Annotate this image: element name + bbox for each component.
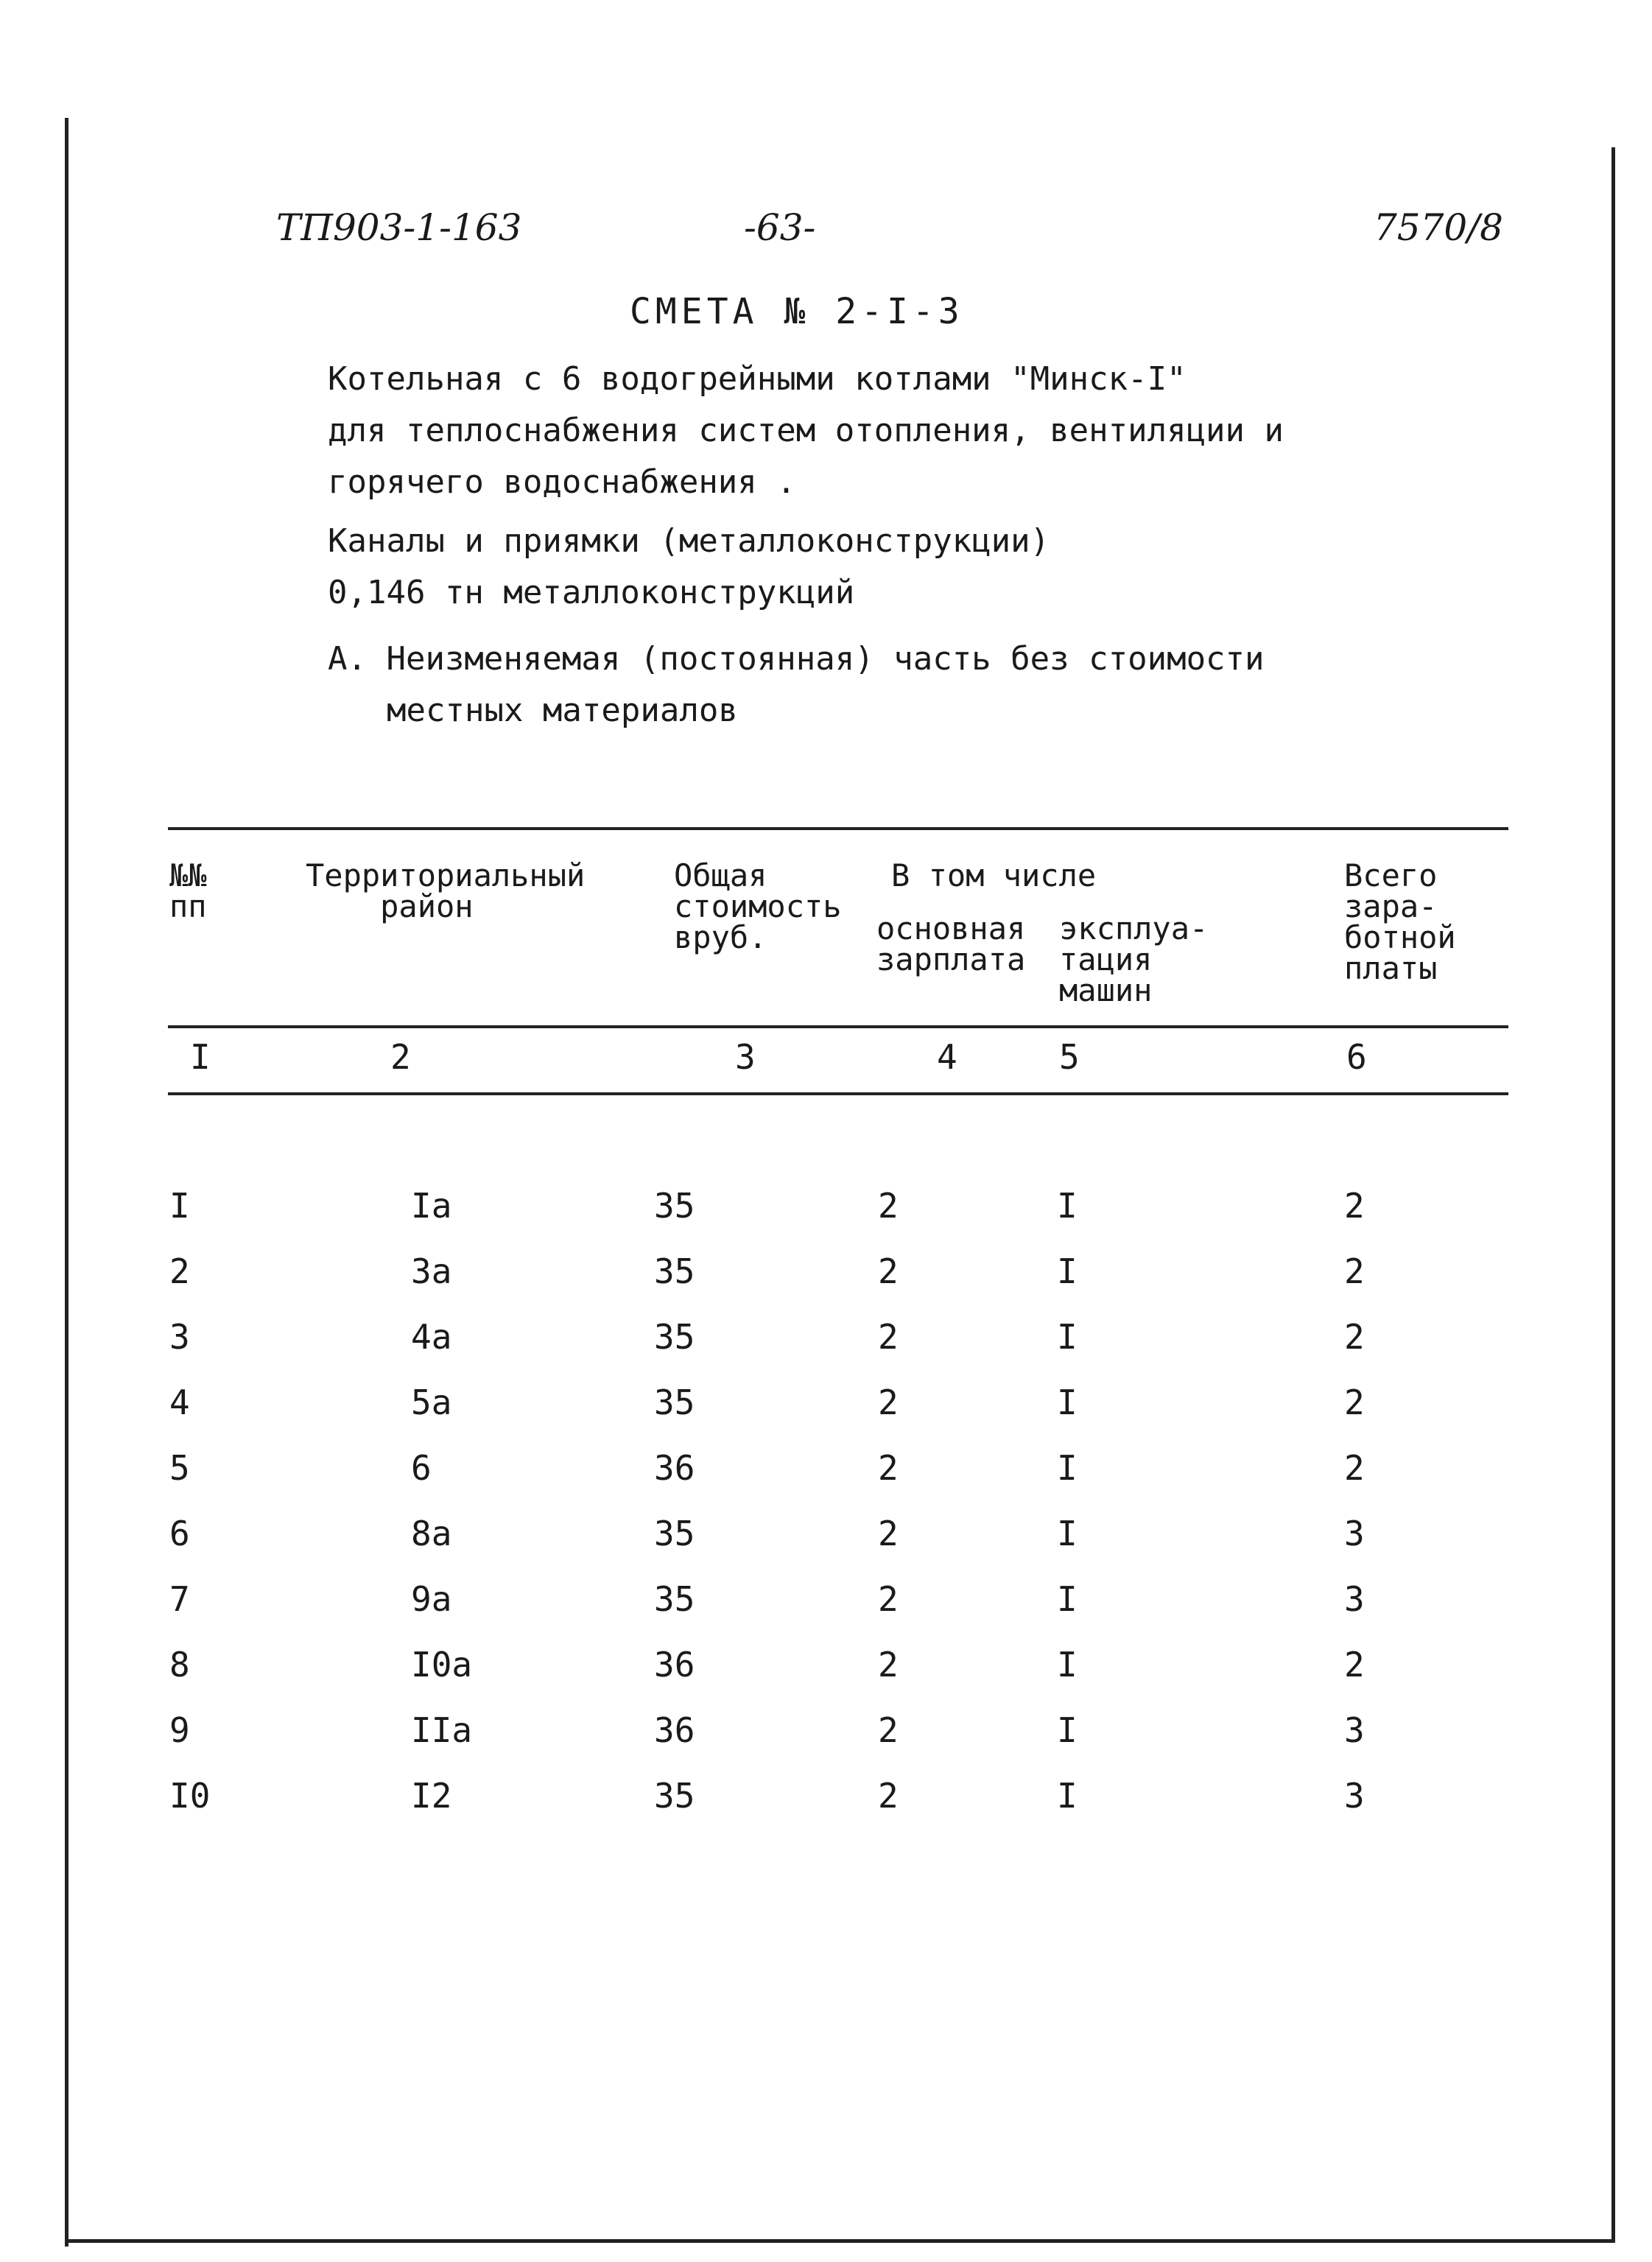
section-line: А. Неизменяемая (постоянная) часть без стоимости [328,640,1265,678]
header-row-number: №№ пп [169,857,207,924]
column-numbers-bottom-rule [168,1092,1508,1095]
header-total-wages: Всего зара- ботной платы [1344,857,1456,986]
description-line: для теплоснабжения систем отопления, вентиляции и [328,412,1284,449]
cell-total-cost: 35 [654,1317,695,1357]
document-code: ТП903-1-163 [276,206,522,249]
cell-total-wages: 3 [1344,1514,1365,1553]
cell-base-salary: 2 [878,1251,899,1291]
cell-region: 3а [411,1251,452,1291]
table-row [0,1251,1652,1317]
table-row [0,1645,1652,1710]
subject-line: 0,146 тн металлоконструкций [328,574,855,611]
cell-region: 5а [411,1383,452,1422]
section-heading [328,633,1580,737]
cell-region: 8а [411,1514,452,1553]
cell-region: I2 [411,1776,452,1816]
cell-machine-operation: I [1057,1514,1078,1553]
column-number: 5 [1059,1037,1080,1077]
column-number: I [190,1037,211,1077]
cell-machine-operation: I [1057,1579,1078,1619]
cell-row-number: 3 [169,1317,190,1357]
header-bottom-rule [168,1025,1508,1028]
cell-machine-operation: I [1057,1448,1078,1488]
cell-total-wages: 3 [1344,1776,1365,1816]
cell-region: I0а [411,1645,473,1685]
cell-region: IIа [411,1710,473,1750]
section-line: местных материалов [387,692,738,729]
cell-total-wages: 2 [1344,1317,1365,1357]
cell-total-cost: 35 [654,1776,695,1816]
cell-total-cost: 35 [654,1514,695,1553]
header-including-group: В том числе [891,857,1097,893]
table-row [0,1710,1652,1776]
table-body [0,1186,1652,1841]
cell-base-salary: 2 [878,1710,899,1750]
table-row [0,1514,1652,1579]
table-top-rule [168,827,1508,830]
cell-total-wages: 2 [1344,1448,1365,1488]
subject-block [328,516,1580,619]
cell-row-number: 9 [169,1710,190,1750]
document-reference: 7570/8 [1374,206,1503,249]
cell-row-number: 6 [169,1514,190,1553]
column-number: 2 [390,1037,411,1077]
cell-total-cost: 36 [654,1448,695,1488]
table-row [0,1448,1652,1514]
cell-total-cost: 36 [654,1645,695,1685]
cell-total-wages: 2 [1344,1186,1365,1226]
page-title: СМЕТА № 2-I-3 [630,291,964,332]
cell-total-cost: 35 [654,1579,695,1619]
cell-region: 4а [411,1317,452,1357]
cell-region: 9а [411,1579,452,1619]
cell-row-number: I [169,1186,190,1226]
cell-machine-operation: I [1057,1383,1078,1422]
cell-machine-operation: I [1057,1186,1078,1226]
table-row [0,1317,1652,1383]
table-row [0,1776,1652,1841]
cell-base-salary: 2 [878,1383,899,1422]
cell-total-cost: 36 [654,1710,695,1750]
cell-machine-operation: I [1057,1710,1078,1750]
cell-base-salary: 2 [878,1186,899,1226]
cell-total-wages: 2 [1344,1251,1365,1291]
cell-base-salary: 2 [878,1448,899,1488]
description-line: горячего водоснабжения . [328,463,796,501]
page-border-left [65,118,68,2247]
cell-row-number: I0 [169,1776,211,1816]
cell-total-cost: 35 [654,1383,695,1422]
cell-row-number: 2 [169,1251,190,1291]
cell-base-salary: 2 [878,1317,899,1357]
cell-region: 6 [411,1448,432,1488]
cell-total-cost: 35 [654,1186,695,1226]
cell-row-number: 7 [169,1579,190,1619]
table-row [0,1383,1652,1448]
header-machine-operation: эксплуа- тация машин [1059,910,1209,1008]
table-row [0,1579,1652,1645]
cell-region: Iа [411,1186,452,1226]
page-border-bottom [65,2239,1615,2243]
header-total-cost: Общая стоимость вруб. [674,857,842,955]
cell-machine-operation: I [1057,1645,1078,1685]
cell-row-number: 5 [169,1448,190,1488]
cell-machine-operation: I [1057,1251,1078,1291]
description-block [328,354,1580,508]
cell-base-salary: 2 [878,1579,899,1619]
description-line: Котельная с 6 водогрейными котлами "Минск-I" [328,360,1187,398]
cell-row-number: 8 [169,1645,190,1685]
cell-row-number: 4 [169,1383,190,1422]
cell-total-wages: 3 [1344,1579,1365,1619]
table-row [0,1186,1652,1251]
cell-machine-operation: I [1057,1317,1078,1357]
cell-total-cost: 35 [654,1251,695,1291]
subject-line: Каналы и приямки (металлоконструкции) [328,522,1050,560]
column-number: 4 [937,1037,957,1077]
header-base-salary: основная зарплата [876,910,1026,977]
page-number: -63- [744,206,816,249]
header-territorial-region: Территориальный район [306,857,586,924]
cell-total-wages: 2 [1344,1383,1365,1422]
cell-base-salary: 2 [878,1514,899,1553]
cell-base-salary: 2 [878,1776,899,1816]
cell-total-wages: 2 [1344,1645,1365,1685]
cell-base-salary: 2 [878,1645,899,1685]
cell-machine-operation: I [1057,1776,1078,1816]
column-number: 3 [735,1037,756,1077]
cell-total-wages: 3 [1344,1710,1365,1750]
column-number: 6 [1346,1037,1367,1077]
